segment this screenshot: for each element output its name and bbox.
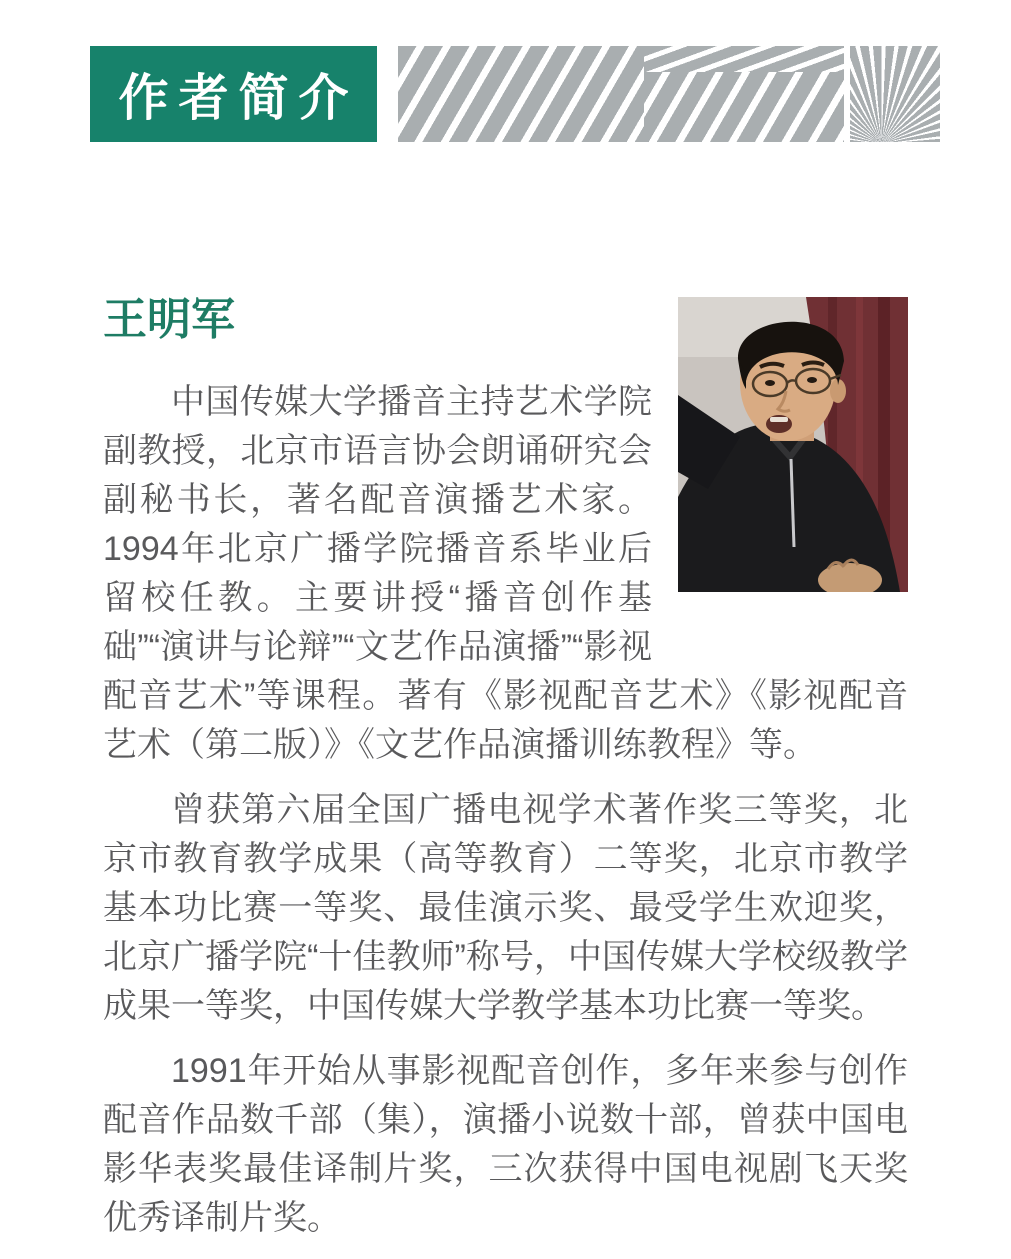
bio-paragraph-3: 1991年开始从事影视配音创作，多年来参与创作配音作品数千部（集），演播小说数十部，曾获中国电影华表奖最佳译制片奖，三次获得中国电视剧飞天奖优秀译制片奖。 bbox=[103, 1052, 908, 1237]
author-name: 王明军 bbox=[103, 295, 235, 344]
author-photo bbox=[678, 297, 908, 592]
diagonal-stripes bbox=[398, 46, 644, 142]
chevron-stripes-lower bbox=[644, 72, 844, 142]
author-bio-section bbox=[103, 297, 908, 1243]
chevron-stripes-upper bbox=[644, 46, 844, 72]
stripe-decoration bbox=[398, 46, 940, 142]
bio-paragraph-1: 中国传媒大学播音主持艺术学院副教授，北京市语言协会朗诵研究会副秘书长，著名配音演播艺术家。1994年北京广播学院播音系毕业后留校任教。主要讲授“播音创作基础”“演讲与论辩”“文艺作品演播”“影视配音艺术”等课程。著有《影视配音艺术》《影视配音艺术（第二版）》《文艺作品演播训练教程》等。 bbox=[103, 383, 908, 764]
section-title-box bbox=[90, 46, 377, 142]
bio-paragraph-2: 曾获第六届全国广播电视学术著作奖三等奖，北京市教育教学成果（高等教育）二等奖，北京市教学基本功比赛一等奖、最佳演示奖、最受学生欢迎奖，北京广播学院“十佳教师”称号，中国传媒大学校级教学成果一等奖，中国传媒大学教学基本功比赛一等奖。 bbox=[103, 791, 908, 1025]
page-header bbox=[90, 46, 1011, 142]
fan-stripes bbox=[850, 46, 940, 142]
section-title: 作者简介 bbox=[118, 70, 359, 126]
